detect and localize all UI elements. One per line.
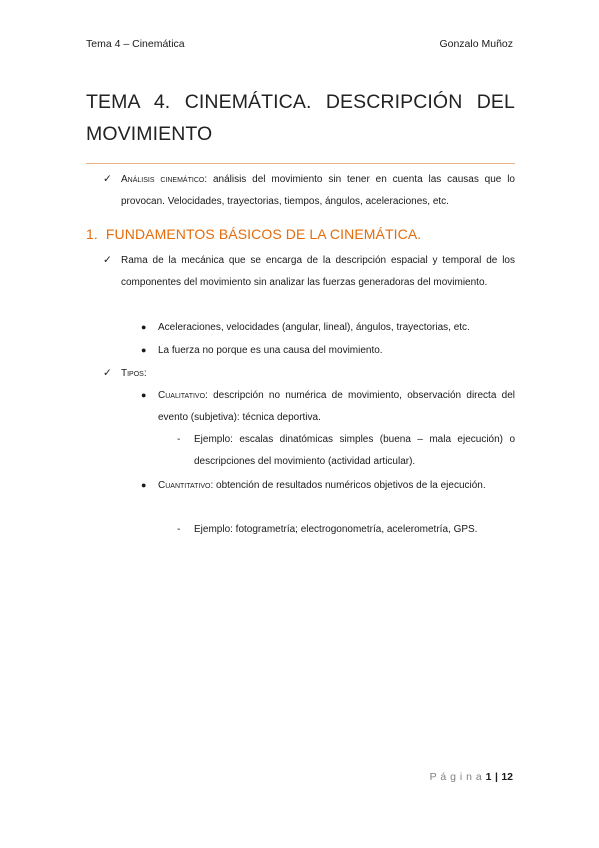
document-title: TEMA 4. CINEMÁTICA. DESCRIPCIÓN DEL MOVIMIENTO bbox=[86, 91, 515, 145]
cuantitativo-term: Cuantitativo bbox=[158, 480, 211, 491]
bullet-icon: ● bbox=[141, 345, 147, 355]
page-header bbox=[86, 38, 513, 54]
cualitativo-text: : descripción no numérica de movimiento, observación directa del evento (subjetiva): técnica deportiva. bbox=[158, 390, 515, 423]
checkmark-icon: ✓ bbox=[103, 254, 112, 266]
tipos-colon: : bbox=[143, 368, 147, 379]
cualitativo-item bbox=[141, 385, 515, 428]
footer-label: P á g i n a bbox=[429, 771, 483, 783]
bullet-text: La fuerza no porque es una causa del movimiento. bbox=[158, 345, 383, 356]
definition-item bbox=[103, 250, 515, 293]
cuantitativo-item bbox=[141, 475, 515, 497]
cualitativo-example-text: Ejemplo: escalas dinatómicas simples (buena – mala ejecución) o descripciones del movimiento (actividad articular). bbox=[194, 434, 515, 467]
cualitativo-term: Cualitativo bbox=[158, 390, 206, 401]
tipos-item bbox=[103, 363, 515, 385]
title-rule bbox=[86, 163, 515, 164]
section-title: FUNDAMENTOS BÁSICOS DE LA CINEMÁTICA. bbox=[105, 226, 422, 242]
bullet-icon: ● bbox=[141, 322, 147, 332]
bullet-item bbox=[141, 317, 515, 339]
dash-icon: - bbox=[177, 524, 181, 535]
intro-term: Análisis cinemático bbox=[121, 174, 205, 185]
section-heading bbox=[86, 224, 421, 244]
intro-item bbox=[103, 169, 515, 212]
checkmark-icon: ✓ bbox=[103, 367, 112, 379]
cuantitativo-text: : obtención de resultados numéricos objetivos de la ejecución. bbox=[210, 480, 486, 491]
cuantitativo-example-text: Ejemplo: fotogrametría; electrogonometría, acelerometría, GPS. bbox=[194, 524, 478, 535]
dash-icon: - bbox=[177, 434, 181, 445]
cualitativo-example bbox=[177, 429, 515, 472]
intro-text: : análisis del movimiento sin tener en cuenta las causas que lo provocan. Velocidades, trayectorias, tiempos, ángulos, aceleraciones, etc. bbox=[121, 174, 515, 207]
definition-text: Rama de la mecánica que se encarga de la descripción espacial y temporal de los componentes del movimiento sin analizar las fuerzas generadoras del movimiento. bbox=[121, 255, 515, 288]
cuantitativo-example bbox=[177, 519, 515, 541]
page-separator: | bbox=[494, 771, 498, 783]
page-number: 1 bbox=[485, 771, 492, 783]
bullet-item bbox=[141, 340, 515, 362]
section-number: 1. bbox=[86, 226, 98, 242]
bullet-icon: ● bbox=[141, 480, 147, 490]
page-total: 12 bbox=[501, 771, 513, 783]
bullet-text: Aceleraciones, velocidades (angular, lineal), ángulos, trayectorias, etc. bbox=[158, 322, 470, 333]
checkmark-icon: ✓ bbox=[103, 173, 112, 185]
bullet-icon: ● bbox=[141, 390, 147, 400]
header-left: Tema 4 – Cinemática bbox=[86, 38, 185, 50]
page-footer bbox=[430, 771, 513, 783]
tipos-label: Tipos bbox=[121, 368, 144, 379]
header-right: Gonzalo Muñoz bbox=[439, 38, 513, 50]
